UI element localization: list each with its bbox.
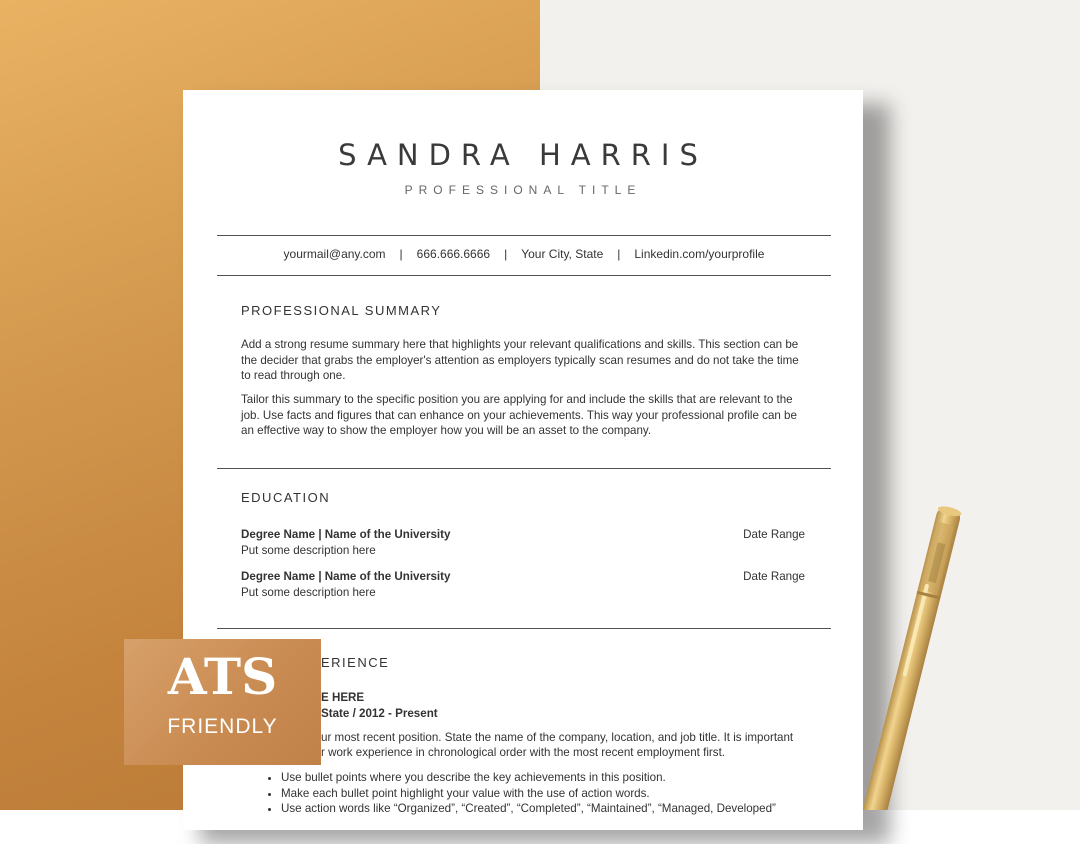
- ats-badge-title: ATS: [167, 647, 278, 706]
- ats-badge: [124, 639, 321, 765]
- education-description: Put some description here: [241, 544, 376, 557]
- contact-email: yourmail@any.com: [283, 247, 386, 261]
- section-heading-education: EDUCATION: [241, 490, 331, 505]
- list-item: • Make each bullet point highlight your value with the use of action words.: [281, 786, 861, 802]
- ats-badge-subtitle: FRIENDLY: [167, 715, 278, 738]
- job-description-line: r work experience in chronological order with the most recent employment first.: [321, 746, 726, 759]
- contact-line: [217, 247, 831, 261]
- divider: [217, 235, 831, 236]
- summary-paragraph-1: Add a strong resume summary here that highlights your relevant qualifications and skills. This section can be the decider that grabs the employer's attention as employers typically scan resumes and do not take the time to read through one.: [241, 338, 799, 382]
- divider: [217, 628, 831, 629]
- list-item: • Use bullet points where you describe the key achievements in this position.: [281, 770, 861, 786]
- section-heading-summary: PROFESSIONAL SUMMARY: [241, 303, 442, 318]
- job-location-dates: State / 2012 - Present: [321, 707, 438, 720]
- education-date: Date Range: [743, 570, 805, 583]
- contact-linkedin: Linkedin.com/yourprofile: [634, 247, 765, 261]
- contact-separator: |: [399, 247, 403, 261]
- resume-name: SANDRA HARRIS: [338, 138, 708, 172]
- education-description: Put some description here: [241, 586, 376, 599]
- summary-paragraph-2: Tailor this summary to the specific position you are applying for and include the skills that are relevant to the job. Use facts and figures that can enhance on your achievements. This way your professional profile can be an effective way to show the employer how you will be an asset to the company.: [241, 393, 797, 437]
- divider: [217, 468, 831, 469]
- resume-title: PROFESSIONAL TITLE: [404, 183, 642, 197]
- contact-phone: 666.666.6666: [416, 247, 491, 261]
- contact-separator: |: [504, 247, 508, 261]
- education-degree: Degree Name | Name of the University: [241, 528, 451, 541]
- job-description-line: ur most recent position. State the name of the company, location, and job title. It is important: [321, 731, 794, 744]
- education-date: Date Range: [743, 528, 805, 541]
- list-item: • Use action words like “Organized”, “Created”, “Completed”, “Maintained”, “Managed, Developed”: [281, 801, 861, 817]
- contact-location: Your City, State: [521, 247, 604, 261]
- divider: [217, 275, 831, 276]
- education-degree: Degree Name | Name of the University: [241, 570, 451, 583]
- section-heading-experience: ERIENCE: [321, 655, 390, 670]
- contact-separator: |: [617, 247, 621, 261]
- job-title: E HERE: [321, 691, 365, 704]
